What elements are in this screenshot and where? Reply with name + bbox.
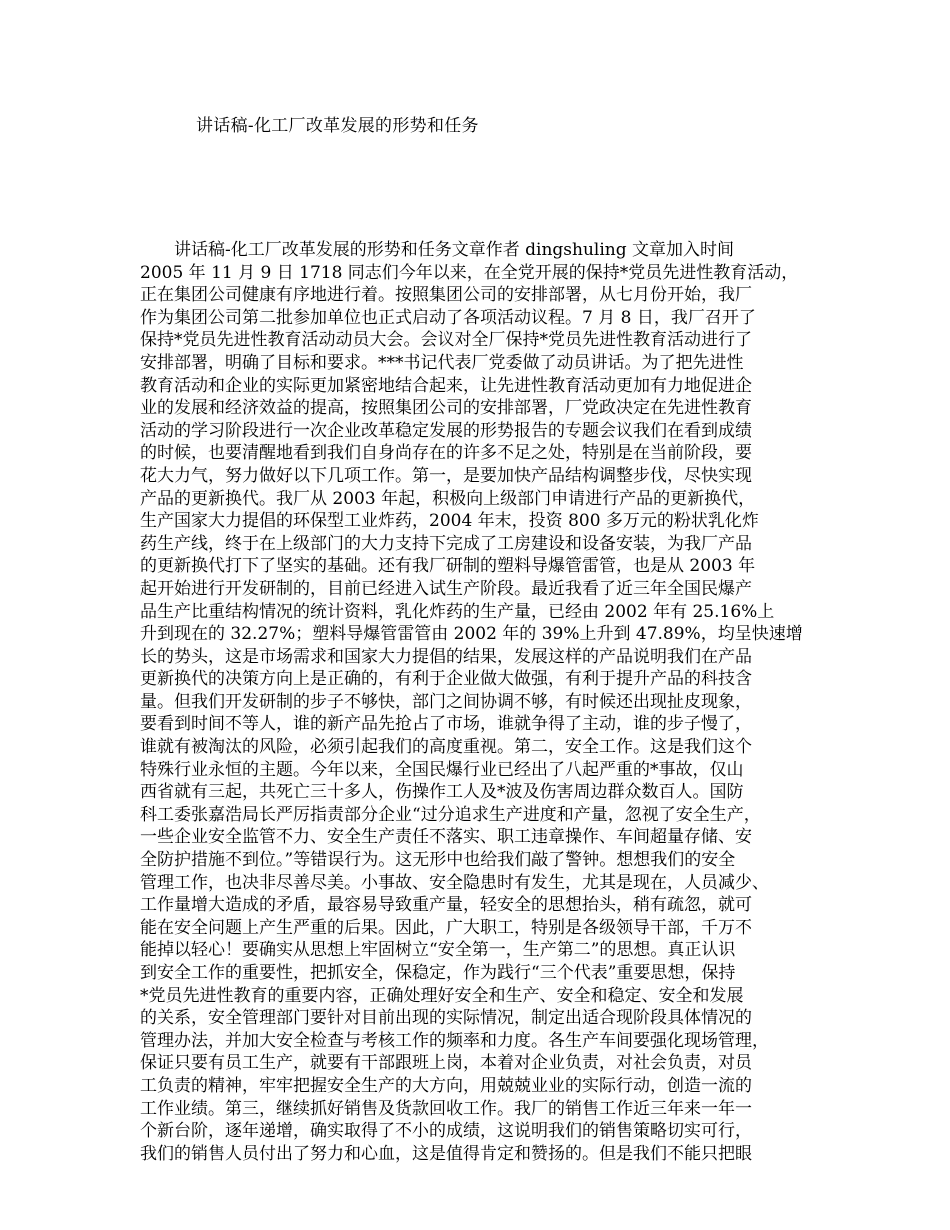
body-text-line: 保持*党员先进性教育活动动员大会。会议对全厂保持*党员先进性教育活动进行了 [140,330,752,351]
body-text-line: 生产国家大力提倡的环保型工业炸药，2004 年末，投资 800 多万元的粉状乳化炸 [140,511,759,532]
body-text-line: 科工委张嘉浩局长严厉指责部分企业“过分追求生产进度和产量，忽视了安全生产， [140,804,761,825]
body-text-line: 我们的销售人员付出了努力和心血，这是值得肯定和赞扬的。但是我们不能只把眼 [140,1143,752,1164]
body-text-line: 特殊行业永恒的主题。今年以来，全国民爆行业已经出了八起严重的*事故，仅山 [140,759,744,780]
body-text-line: 安排部署，明确了目标和要求。***书记代表厂党委做了动员讲话。为了把先进性 [140,352,744,373]
body-text-line: 药生产线，终于在上级部门的大力支持下完成了工房建设和设备安装，为我厂产品 [140,533,752,554]
body-text-line: 作为集团公司第二批参加单位也正式启动了各项活动议程。7 月 8 日，我厂召开了 [140,307,756,328]
body-text-line: 管理办法，并加大安全检查与考核工作的频率和力度。各生产车间要强化现场管理， [140,1030,769,1051]
body-text-line: 升到现在的 32.27%；塑料导爆管雷管由 2002 年的 39%上升到 47.89%，均呈快速增 [140,624,803,645]
body-text-line: 起开始进行开发研制的，目前已经进入试生产阶段。最近我看了近三年全国民爆产 [140,578,752,599]
body-text-line: 教育活动和企业的实际更加紧密地结合起来，让先进性教育活动更加有力地促进企 [140,375,752,396]
body-text-line: 全防护措施不到位。”等错误行为。这无形中也给我们敲了警钟。想想我们的安全 [140,850,736,871]
body-text-line: 一些企业安全监管不力、安全生产责任不落实、职工违章操作、车间超量存储、安 [140,827,752,848]
body-text-line: 能掉以轻心！要确实从思想上牢固树立“安全第一，生产第二”的思想。真正认识 [140,940,736,961]
body-text-line: 工负责的精神，牢牢把握安全生产的大方向，用兢兢业业的实际行动，创造一流的 [140,1075,752,1096]
body-text-line: 花大力气，努力做好以下几项工作。第一，是要加快产品结构调整步伐，尽快实现 [140,465,752,486]
body-text-line: 工作量增大造成的矛盾，最容易导致重产量，轻安全的思想抬头，稍有疏忽，就可 [140,895,752,916]
body-text-line: 更新换代的决策方向上是正确的，有利于企业做大做强，有利于提升产品的科技含 [140,669,752,690]
body-text-line: 产品的更新换代。我厂从 2003 年起，积极向上级部门申请进行产品的更新换代， [140,488,756,509]
body-text-line: 2005 年 11 月 9 日 1718 同志们今年以来，在全党开展的保持*党员先进性教育活动， [140,262,799,283]
body-text-line: 长的势头，这是市场需求和国家大力提倡的结果，发展这样的产品说明我们在产品 [140,646,752,667]
body-text-line: 的更新换代打下了坚实的基础。还有我厂研制的塑料导爆管雷管，也是从 2003 年 [140,556,756,577]
body-text-line: 的时候，也要清醒地看到我们自身尚存在的许多不足之处，特别是在当前阶段，要 [140,443,752,464]
body-text-line: 业的发展和经济效益的提高，按照集团公司的安排部署，厂党政决定在先进性教育 [140,398,752,419]
document-body [140,239,820,1165]
body-text-line: 西省就有三起，共死亡三十多人，伤操作工人及*波及伤害周边群众数百人。国防 [140,782,744,803]
body-text-line: 量。但我们开发研制的步子不够快，部门之间协调不够，有时候还出现扯皮现象， [140,691,752,712]
body-text-line: 的关系，安全管理部门要针对目前出现的实际情况，制定出适合现阶段具体情况的 [140,1008,752,1029]
body-text-line: 品生产比重结构情况的统计资料，乳化炸药的生产量，已经由 2002 年有 25.16%上 [140,601,775,622]
body-text-line: 活动的学习阶段进行一次企业改革稳定发展的形势报告的专题会议我们在看到成绩 [140,420,752,441]
body-text-line: 个新台阶，逐年递增，确实取得了不小的成绩，这说明我们的销售策略切实可行， [140,1121,752,1142]
body-text-line: 能在安全问题上产生严重的后果。因此，广大职工，特别是各级领导干部，千万不 [140,917,752,938]
body-text-line: 工作业绩。第三，继续抓好销售及货款回收工作。我厂的销售工作近三年来一年一 [140,1098,752,1119]
body-text-line: 谁就有被淘汰的风险，必须引起我们的高度重视。第二，安全工作。这是我们这个 [140,737,752,758]
document-title: 讲话稿-化工厂改革发展的形势和任务 [196,116,479,136]
body-text-line: 讲话稿-化工厂改革发展的形势和任务文章作者 dingshuling 文章加入时间 [140,240,735,260]
body-text-line: 保证只要有员工生产，就要有干部跟班上岗，本着对企业负责，对社会负责，对员 [140,1053,752,1074]
body-text-line: *党员先进性教育的重要内容，正确处理好安全和生产、安全和稳定、安全和发展 [140,985,744,1006]
body-text-line: 正在集团公司健康有序地进行着。按照集团公司的安排部署，从七月份开始，我厂 [140,285,752,306]
body-text-line: 到安全工作的重要性，把抓安全，保稳定，作为践行“三个代表”重要思想，保持 [140,963,736,983]
body-text-line: 要看到时间不等人，谁的新产品先抢占了市场，谁就争得了主动，谁的步子慢了， [140,714,752,735]
body-text-line: 管理工作，也决非尽善尽美。小事故、安全隐患时有发生，尤其是现在，人员减少、 [140,872,769,893]
